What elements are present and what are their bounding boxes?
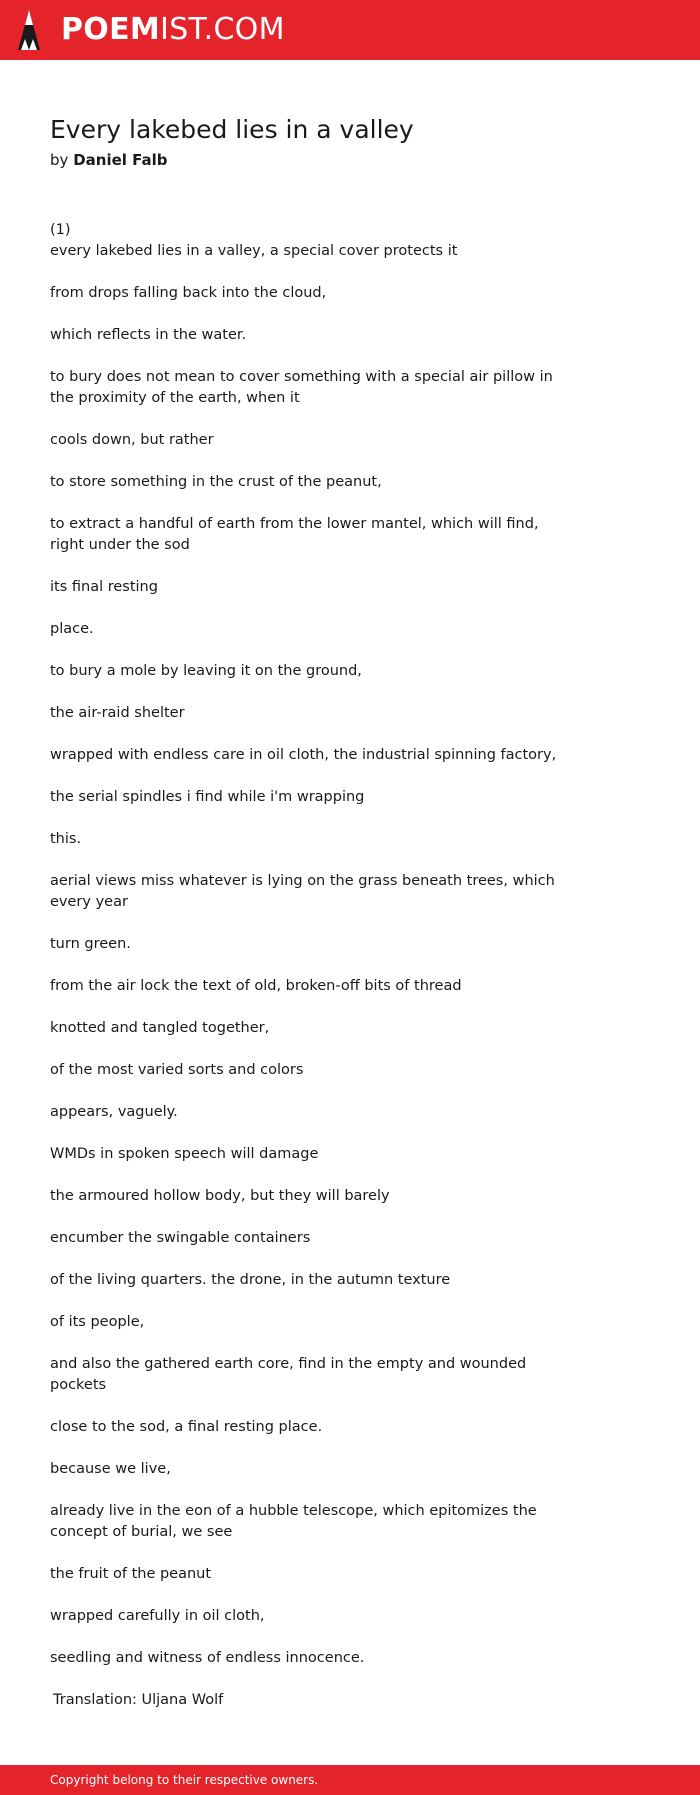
poem-title: Every lakebed lies in a valley bbox=[50, 115, 414, 144]
poem-stanza: seedling and witness of endless innocence. bbox=[50, 1650, 365, 1666]
poem-stanza: the serial spindles i find while i'm wrapping bbox=[50, 789, 365, 805]
poem-stanza: from the air lock the text of old, broken-off bits of thread bbox=[50, 978, 462, 994]
poem-stanza: the air-raid shelter bbox=[50, 705, 185, 721]
poem-stanza: already live in the eon of a hubble telescope, which epitomizes the concept of burial, we see bbox=[50, 1503, 537, 1540]
poem-stanza: the fruit of the peanut bbox=[50, 1566, 212, 1582]
poem-stanza: to store something in the crust of the peanut, bbox=[50, 474, 382, 490]
author-name: Daniel Falb bbox=[73, 151, 168, 169]
poem-stanza: close to the sod, a final resting place. bbox=[50, 1419, 323, 1435]
poem-stanza: which reflects in the water. bbox=[50, 327, 247, 343]
poem-stanza: wrapped carefully in oil cloth, bbox=[50, 1608, 265, 1624]
poem-stanza: and also the gathered earth core, find in the empty and wounded pockets bbox=[50, 1356, 527, 1393]
logo-text-light: IST.COM bbox=[160, 12, 285, 47]
poem-body bbox=[50, 220, 570, 1711]
poem-stanza: to extract a handful of earth from the lower mantel, which will find, right under the sod bbox=[50, 516, 539, 553]
poem-stanza: wrapped with endless care in oil cloth, the industrial spinning factory, bbox=[50, 747, 557, 763]
poem-stanza: WMDs in spoken speech will damage bbox=[50, 1146, 319, 1162]
poem-stanza: cools down, but rather bbox=[50, 432, 214, 448]
stanza-list bbox=[50, 241, 570, 1669]
copyright-text: Copyright belong to their respective owners. bbox=[50, 1773, 319, 1787]
poem-stanza: of the living quarters. the drone, in the autumn texture bbox=[50, 1272, 451, 1288]
site-header bbox=[0, 0, 700, 60]
site-logo[interactable] bbox=[61, 12, 285, 47]
section-number: (1) bbox=[50, 222, 71, 238]
poem-stanza: encumber the swingable containers bbox=[50, 1230, 311, 1246]
poem-stanza: appears, vaguely. bbox=[50, 1104, 178, 1120]
poem-stanza: every lakebed lies in a valley, a special cover protects it bbox=[50, 243, 458, 259]
site-footer bbox=[0, 1765, 700, 1795]
byline-prefix: by bbox=[50, 151, 69, 169]
byline bbox=[50, 148, 570, 172]
translation-credit: Translation: Uljana Wolf bbox=[53, 1692, 224, 1708]
logo-text-bold: POEM bbox=[61, 12, 161, 47]
poem-stanza: aerial views miss whatever is lying on the grass beneath trees, which every year bbox=[50, 873, 555, 910]
poem-stanza: because we live, bbox=[50, 1461, 171, 1477]
poem-stanza: to bury a mole by leaving it on the ground, bbox=[50, 663, 362, 679]
poem-content bbox=[50, 112, 570, 1711]
poem-stanza: place. bbox=[50, 621, 94, 637]
poem-stanza: turn green. bbox=[50, 936, 131, 952]
poem-stanza: to bury does not mean to cover something with a special air pillow in the proximity of the earth, when it bbox=[50, 369, 553, 406]
poem-stanza: from drops falling back into the cloud, bbox=[50, 285, 327, 301]
poem-stanza: of the most varied sorts and colors bbox=[50, 1062, 304, 1078]
pencil-icon[interactable] bbox=[17, 9, 41, 51]
poem-stanza: the armoured hollow body, but they will barely bbox=[50, 1188, 390, 1204]
poem-stanza: this. bbox=[50, 831, 82, 847]
poem-stanza: of its people, bbox=[50, 1314, 145, 1330]
poem-stanza: knotted and tangled together, bbox=[50, 1020, 270, 1036]
poem-stanza: its final resting bbox=[50, 579, 158, 595]
